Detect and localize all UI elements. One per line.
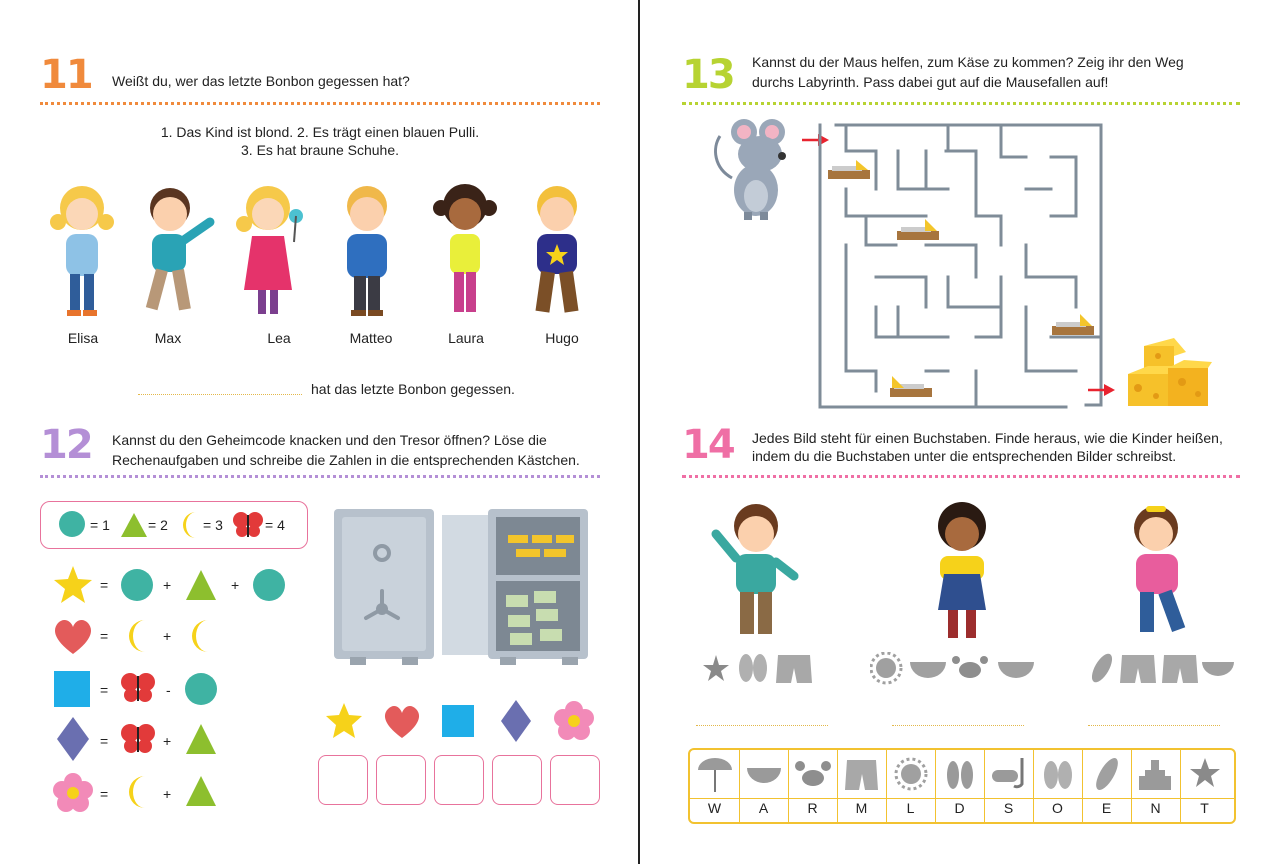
flower-icon — [52, 772, 94, 814]
name-answer-line[interactable] — [696, 725, 828, 726]
heart-icon — [52, 618, 94, 656]
task-14-prompt-line-1: Jedes Bild steht für einen Buchstaben. Finde heraus, wie die Kinder heißen, — [752, 430, 1223, 446]
plus-sign: + — [163, 577, 172, 593]
code-letter: W — [707, 800, 722, 816]
shorts-icon — [1120, 655, 1156, 683]
circle-icon — [184, 672, 218, 706]
task-13-number: 13 — [682, 52, 734, 98]
letter-code-table — [688, 748, 1236, 824]
code-letter: M — [855, 800, 868, 816]
children-illustrations — [30, 178, 610, 323]
code-cell — [1180, 750, 1234, 822]
circle-icon — [58, 510, 88, 540]
butterfly-icon — [232, 510, 264, 540]
triangle-icon — [184, 568, 218, 602]
child-name: Elisa — [67, 330, 99, 346]
child-max — [146, 188, 210, 310]
code-cell — [1131, 750, 1181, 822]
shorts-icon — [776, 655, 812, 683]
child-name: Laura — [448, 330, 484, 346]
left-page — [0, 0, 639, 864]
legend-value: = 1 — [90, 517, 110, 533]
legend-value: = 3 — [203, 517, 223, 533]
clue-line-2: 3. Es hat braune Schuhe. — [241, 142, 399, 158]
plus-sign: + — [163, 786, 172, 802]
code-cell — [886, 750, 936, 822]
flipflops-icon — [935, 750, 984, 798]
melon-icon — [1202, 662, 1234, 676]
diamond-icon — [56, 716, 90, 762]
task-12-number: 12 — [40, 422, 92, 468]
divider — [40, 475, 600, 478]
answer-line[interactable] — [138, 394, 302, 395]
code-letter: N — [1150, 800, 1161, 816]
child-lea — [236, 186, 303, 314]
code-cell — [837, 750, 887, 822]
moon-icon — [188, 618, 220, 654]
mousetrap-icon — [888, 374, 934, 400]
arrow-icon — [1088, 383, 1116, 397]
minus-sign: - — [166, 682, 171, 698]
plus-sign: + — [163, 628, 172, 644]
sun-icon — [871, 653, 901, 683]
task-14-number: 14 — [682, 422, 734, 468]
child-hugo — [536, 186, 579, 313]
triangle-icon — [184, 774, 218, 808]
code-cell — [690, 750, 740, 822]
starfish-icon — [703, 655, 729, 681]
task-11-number: 11 — [40, 52, 92, 98]
child-name: Hugo — [545, 330, 579, 346]
rebus-row-3 — [1088, 652, 1236, 686]
task-14-prompt-line-2: indem du die Buchstaben unter die entsprechenden Bilder schreibst. — [752, 448, 1177, 464]
task-12-prompt-line-1: Kannst du den Geheimcode knacken und den Tresor öffnen? Löse die — [112, 432, 547, 448]
code-answer-box[interactable] — [434, 755, 484, 805]
mouse-illustration — [710, 118, 800, 223]
equals-sign: = — [100, 733, 109, 749]
flower-icon — [554, 701, 594, 741]
answer-suffix: hat das letzte Bonbon gegessen. — [311, 381, 515, 397]
circle-icon — [120, 568, 154, 602]
task-11-prompt: Weißt du, wer das letzte Bonbon gegessen hat? — [112, 73, 410, 89]
code-letter: D — [954, 800, 965, 816]
moon-icon — [125, 618, 157, 654]
slippers-icon — [739, 654, 767, 682]
clue-line-1: 1. Das Kind ist blond. 2. Es trägt einen blauen Pulli. — [160, 124, 480, 140]
mousetrap-icon — [895, 217, 941, 243]
circle-icon — [252, 568, 286, 602]
rebus-row-1 — [702, 652, 814, 686]
crab-icon — [788, 750, 837, 798]
mousetrap-icon — [1050, 312, 1096, 338]
moon-icon — [125, 774, 157, 810]
triangle-icon — [184, 722, 218, 756]
square-icon — [54, 671, 90, 707]
divider — [682, 102, 1240, 105]
slippers-icon — [1033, 750, 1082, 798]
mousetrap-icon — [826, 156, 872, 182]
girl-illustration — [912, 500, 1012, 642]
umbrella-icon — [690, 750, 739, 798]
butterfly-icon — [120, 722, 156, 756]
code-letter: S — [1003, 800, 1014, 816]
task-13-prompt-line-2: durchs Labyrinth. Pass dabei gut auf die Mausefallen auf! — [752, 74, 1109, 90]
equals-sign: = — [100, 577, 109, 593]
code-cell — [935, 750, 985, 822]
code-letter: E — [1101, 800, 1112, 816]
shorts-icon — [1162, 655, 1198, 683]
legend-value: = 4 — [265, 517, 285, 533]
code-answer-box[interactable] — [376, 755, 426, 805]
equals-sign: = — [100, 682, 109, 698]
rebus-row-2 — [870, 652, 1038, 686]
code-answer-box[interactable] — [318, 755, 368, 805]
cheese-icon — [1124, 336, 1214, 414]
butterfly-icon — [120, 671, 156, 705]
right-page — [640, 0, 1280, 864]
code-cell — [1082, 750, 1132, 822]
child-laura — [433, 184, 497, 312]
code-answer-box[interactable] — [550, 755, 600, 805]
triangle-icon — [120, 510, 150, 540]
sandcastle-icon — [1131, 750, 1180, 798]
heart-icon — [382, 704, 422, 740]
surfboard-icon — [1082, 750, 1131, 798]
code-letter: O — [1052, 800, 1063, 816]
plus-sign: + — [163, 733, 172, 749]
child-elisa — [50, 186, 114, 316]
child-name: Lea — [267, 330, 291, 346]
code-letter: L — [906, 800, 915, 816]
code-cell — [984, 750, 1034, 822]
task-12-prompt-line-2: Rechenaufgaben und schreibe die Zahlen in die entsprechenden Kästchen. — [112, 452, 580, 468]
equals-sign: = — [100, 786, 109, 802]
snorkel-icon — [984, 750, 1033, 798]
square-icon — [442, 705, 474, 737]
divider — [40, 102, 600, 105]
equals-sign: = — [100, 628, 109, 644]
starfish-icon — [1180, 750, 1229, 798]
melon-icon — [739, 750, 788, 798]
code-letter: R — [807, 800, 818, 816]
child-name: Matteo — [349, 330, 393, 346]
task-13-prompt-line-1: Kannst du der Maus helfen, zum Käse zu kommen? Zeig ihr den Weg — [752, 54, 1184, 70]
code-cell — [739, 750, 789, 822]
child-name: Max — [154, 330, 182, 346]
girl-illustration — [1110, 500, 1210, 642]
code-answer-box[interactable] — [492, 755, 542, 805]
divider — [682, 475, 1240, 478]
code-letter: A — [758, 800, 769, 816]
surfboard-icon — [1088, 652, 1116, 685]
sun-icon — [886, 750, 935, 798]
plus-sign: + — [231, 577, 240, 593]
star-icon — [52, 564, 94, 606]
diamond-icon — [500, 699, 532, 743]
code-cell — [788, 750, 838, 822]
name-answer-line[interactable] — [1088, 725, 1220, 726]
legend-value: = 2 — [148, 517, 168, 533]
boy-illustration — [710, 500, 810, 642]
shorts-icon — [837, 750, 886, 798]
star-icon — [324, 701, 364, 741]
melon-icon — [998, 662, 1034, 678]
crab-icon — [952, 656, 988, 678]
melon-icon — [910, 662, 946, 678]
code-cell — [1033, 750, 1083, 822]
code-letter: T — [1200, 800, 1209, 816]
name-answer-line[interactable] — [892, 725, 1024, 726]
safe-illustration — [330, 505, 592, 667]
child-matteo — [347, 186, 387, 316]
